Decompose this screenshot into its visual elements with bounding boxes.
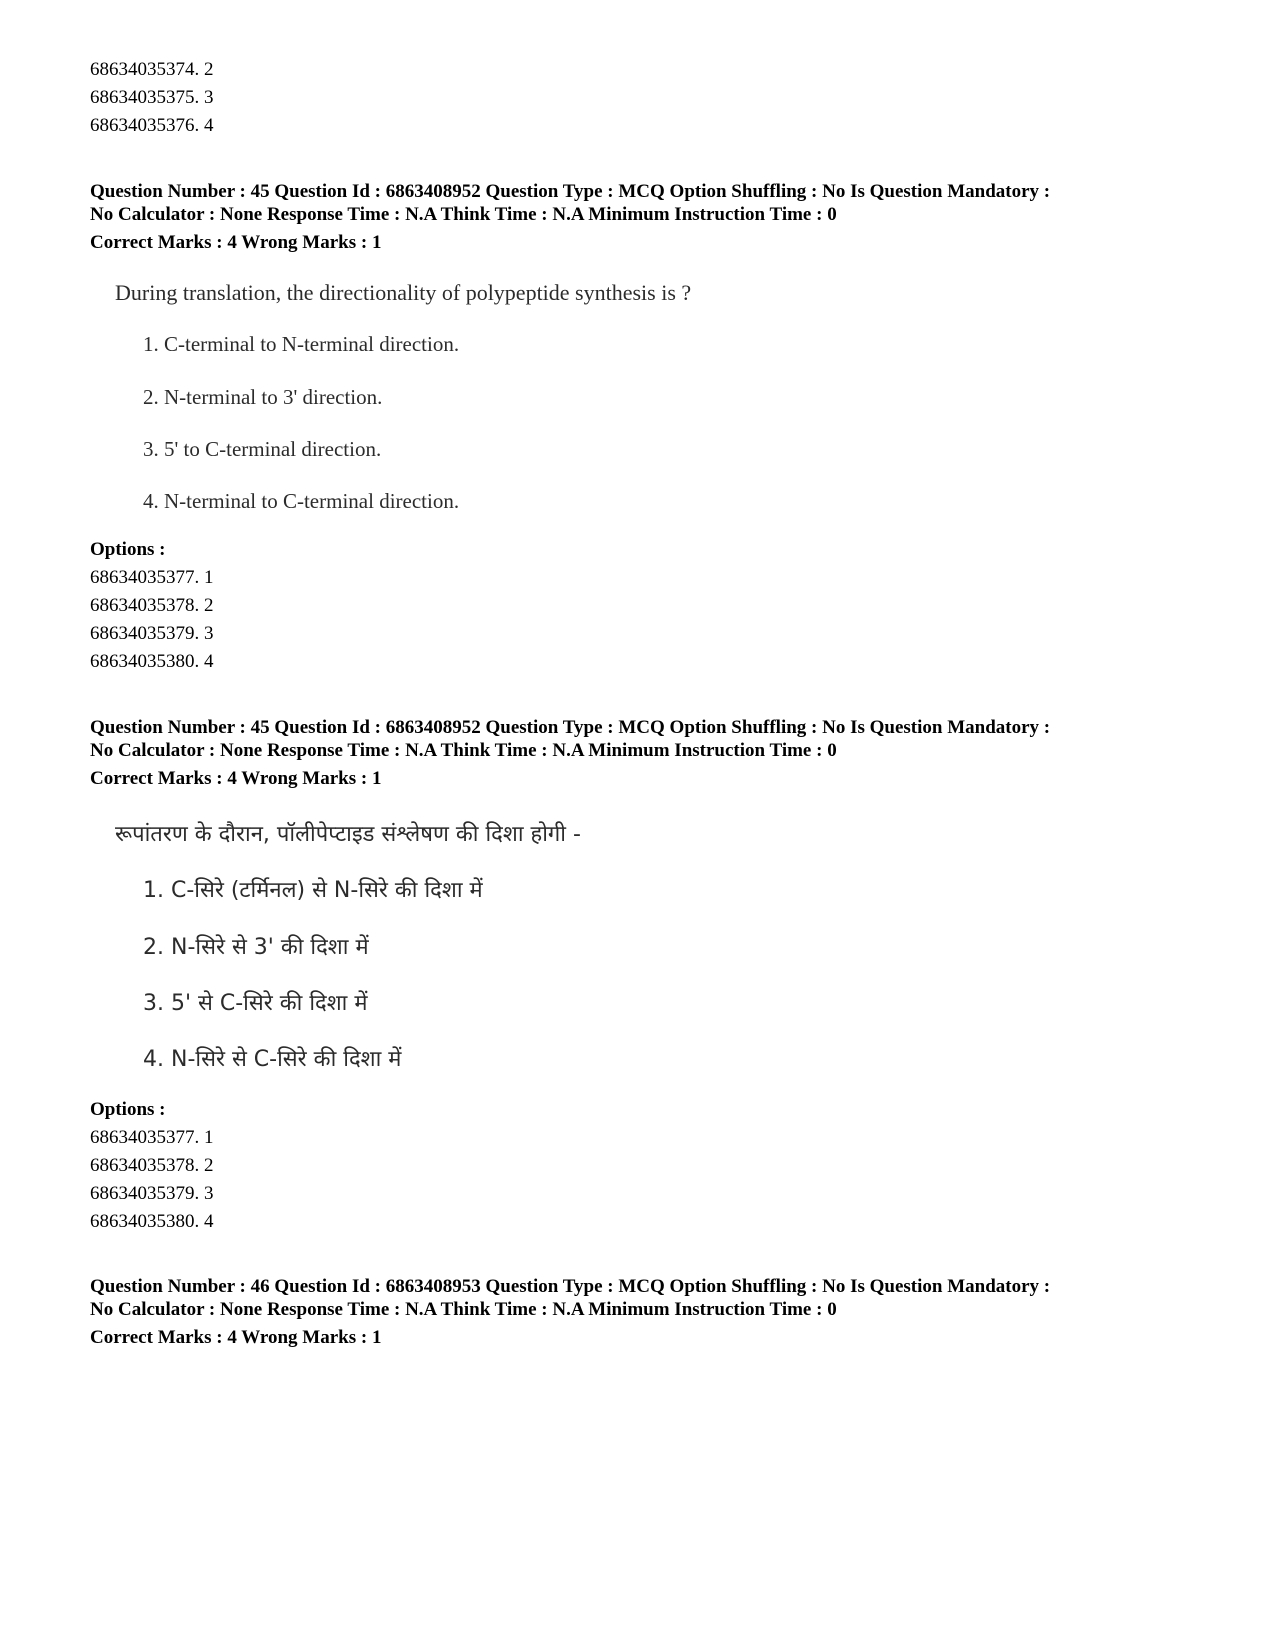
option-line: 68634035378. 2 (90, 1155, 214, 1176)
question-marks: Correct Marks : 4 Wrong Marks : 1 (90, 232, 382, 253)
question-choice: 1. C-terminal to N-terminal direction. (143, 332, 460, 356)
question-stem: During translation, the directionality of polypeptide synthesis is ? (115, 280, 692, 305)
question-choice: 2. N-सिरे से 3' की दिशा में (143, 935, 369, 960)
question-meta-line2: No Calculator : None Response Time : N.A Think Time : N.A Minimum Instruction Time : 0 (90, 1299, 837, 1320)
question-stem: रूपांतरण के दौरान, पॉलीपेप्टाइड संश्लेषण की दिशा होगी - (115, 822, 581, 847)
question-choice: 3. 5' to C-terminal direction. (143, 437, 382, 461)
question-45-hi-options (90, 1096, 1190, 1236)
question-meta-line2: No Calculator : None Response Time : N.A Think Time : N.A Minimum Instruction Time : 0 (90, 204, 837, 225)
options-label: Options : (90, 1099, 166, 1120)
question-45-en-header (90, 180, 1190, 254)
option-line: 68634035379. 3 (90, 623, 214, 644)
question-meta-line1: Question Number : 45 Question Id : 6863408952 Question Type : MCQ Option Shuffling : No Is Question Mandatory : (90, 717, 1051, 738)
question-45-en-options (90, 536, 1190, 676)
question-meta-line1: Question Number : 45 Question Id : 6863408952 Question Type : MCQ Option Shuffling : No Is Question Mandatory : (90, 181, 1051, 202)
option-line: 68634035377. 1 (90, 1127, 214, 1148)
option-line: 68634035378. 2 (90, 595, 214, 616)
options-label: Options : (90, 539, 166, 560)
option-line: 68634035380. 4 (90, 1211, 214, 1232)
question-choice: 2. N-terminal to 3' direction. (143, 385, 383, 409)
question-marks: Correct Marks : 4 Wrong Marks : 1 (90, 768, 382, 789)
option-line: 68634035380. 4 (90, 651, 214, 672)
option-line: 68634035377. 1 (90, 567, 214, 588)
question-meta-line2: No Calculator : None Response Time : N.A Think Time : N.A Minimum Instruction Time : 0 (90, 740, 837, 761)
question-choice: 4. N-terminal to C-terminal direction. (143, 489, 460, 513)
question-marks: Correct Marks : 4 Wrong Marks : 1 (90, 1327, 382, 1348)
option-line: 68634035374. 2 (90, 59, 214, 80)
question-46-header (90, 1275, 1190, 1349)
previous-question-options (90, 56, 1190, 140)
option-line: 68634035375. 3 (90, 87, 214, 108)
option-line: 68634035379. 3 (90, 1183, 214, 1204)
question-meta-line1: Question Number : 46 Question Id : 6863408953 Question Type : MCQ Option Shuffling : No Is Question Mandatory : (90, 1276, 1051, 1297)
question-45-hi-header (90, 716, 1190, 790)
question-choice: 4. N-सिरे से C-सिरे की दिशा में (143, 1047, 402, 1072)
question-choice: 1. C-सिरे (टर्मिनल) से N-सिरे की दिशा में (143, 878, 483, 903)
option-line: 68634035376. 4 (90, 115, 214, 136)
question-choice: 3. 5' से C-सिरे की दिशा में (143, 991, 368, 1016)
